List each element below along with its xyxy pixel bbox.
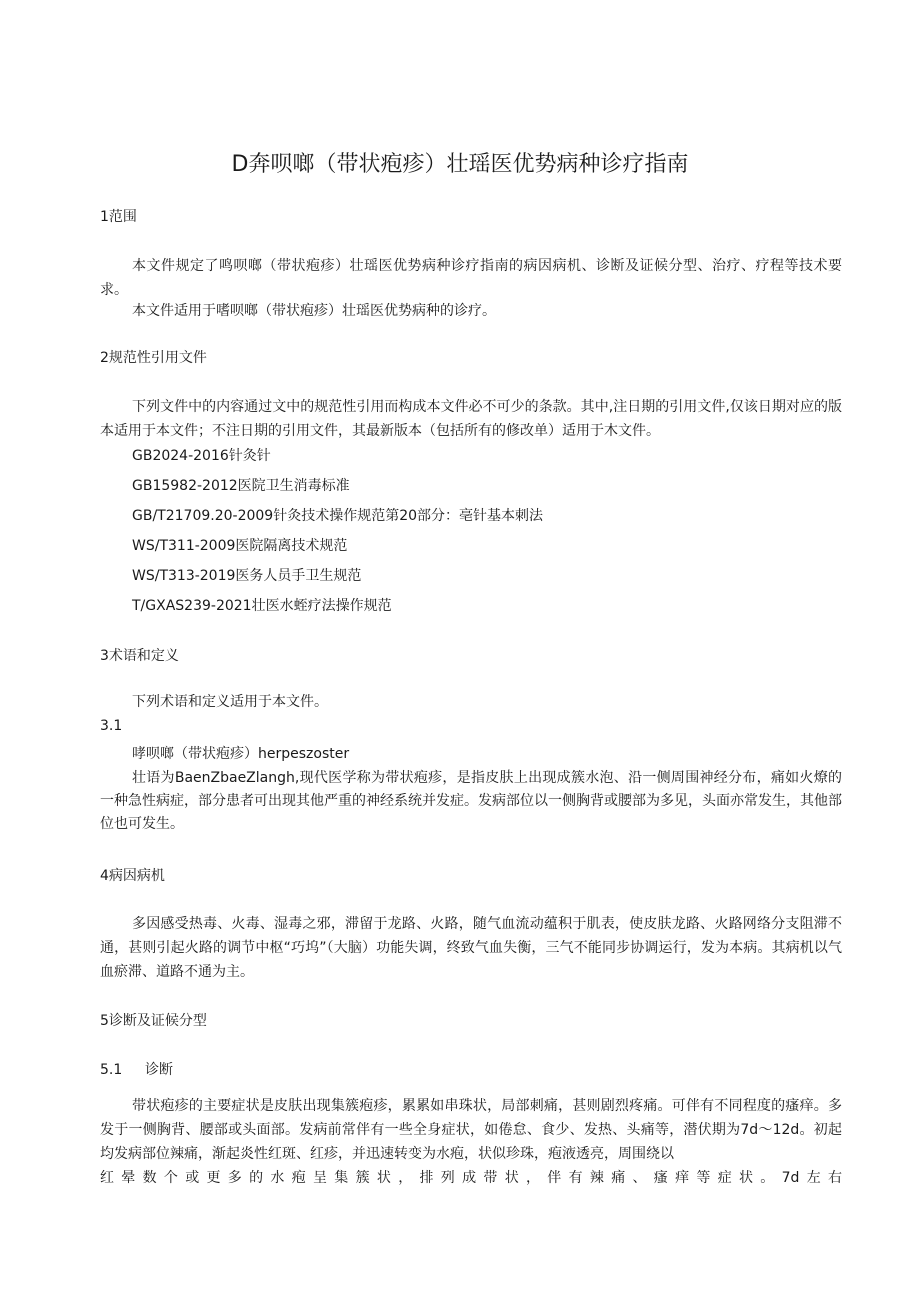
term-entry: 哮呗啷（带状疱疹）herpeszoster xyxy=(132,746,350,762)
reference-item: GB15982-2012医院卫生消毒标准 xyxy=(132,478,350,494)
document-title: D奔呗啷（带状疱疹）壮瑶医优势病种诊疗指南 xyxy=(231,152,689,177)
section-heading-etiology: 4病因病机 xyxy=(100,868,165,884)
subsection-number: 3.1 xyxy=(100,718,123,734)
reference-item: T/GXAS239-2021壮医水蛭疗法操作规范 xyxy=(132,598,392,614)
scope-paragraph-1: 本文件规定了鸣呗啷（带状疱疹）壮瑶医优势病种诊疗指南的病因病机、诊断及证候分型、治疗、疗程等技术要求。 xyxy=(100,258,842,298)
subsection-diagnosis-heading xyxy=(100,1060,173,1080)
subsection-title: 诊断 xyxy=(145,1062,173,1078)
etiology-paragraph: 多因感受热毒、火毒、湿毒之邪，滞留于龙路、火路，随气血流动蕴积于肌表，使皮肤龙路、火路网络分支阻滞不通，甚则引起火路的调节中枢“巧坞”（大脑）功能失调，终致气血失衡，三气不能同步协调运行，发为本病。其病机以气血瘀滞、道路不通为主。 xyxy=(100,916,842,980)
terms-intro-paragraph: 下列术语和定义适用于本文件。 xyxy=(132,694,328,710)
subsection-number: 5.1 xyxy=(100,1062,123,1078)
diagnosis-paragraph: 带状疱疹的主要症状是皮肤出现集簇疱疹，累累如串珠状，局部刺痛，甚则剧烈疼痛。可伴有不同程度的瘙痒。多发于一侧胸背、腰部或头面部。发病前常伴有一些全身症状，如倦怠、食少、发热、头痛等，潜伏期为7d～12d。初起均发病部位辣痛，渐起炎性红斑、红疹，并迅速转变为水疱，状似珍珠，疱液透亮，周围绕以 xyxy=(100,1098,842,1162)
section-heading-terms: 3术语和定义 xyxy=(100,648,179,664)
section-heading-normative-references: 2规范性引用文件 xyxy=(100,350,207,366)
term-definition-paragraph: 壮语为BaenZbaeZlangh,现代医学称为带状疱疹，是指皮肤上出现成簇水泡、沿一侧周围神经分布，痛如火燎的一种急性病症，部分患者可出现其他严重的神经系统并发症。发病部位以一侧胸背或腰部为多见，头面亦常发生，其他部位也可发生。 xyxy=(100,770,842,832)
section-heading-scope: 1范围 xyxy=(100,209,137,225)
reference-item: WS/T313-2019医务人员手卫生规范 xyxy=(132,568,362,584)
reference-item: WS/T311-2009医院隔离技术规范 xyxy=(132,538,348,554)
reference-item: GB2024-2016针灸针 xyxy=(132,448,271,464)
reference-item: GB/T21709.20-2009针灸技术操作规范第20部分：亳针基本刺法 xyxy=(132,508,544,524)
references-intro-paragraph: 下列文件中的内容通过文中的规范性引用而构成本文件必不可少的条款。其中,注日期的引用文件,仅该日期对应的版本适用于本文件；不注日期的引用文件，其最新版本（包括所有的修改单）适用于木文件。 xyxy=(100,399,842,439)
scope-paragraph-2: 本文件适用于嗜呗啷（带状疱疹）壮瑶医优势病种的诊疗。 xyxy=(132,303,496,319)
diagnosis-paragraph-continued: 红晕数个或更多的水疱呈集簇状，排列成带状，伴有辣痛、瘙痒等症状。7d左右 xyxy=(100,1170,842,1186)
section-heading-diagnosis: 5诊断及证候分型 xyxy=(100,1013,207,1029)
